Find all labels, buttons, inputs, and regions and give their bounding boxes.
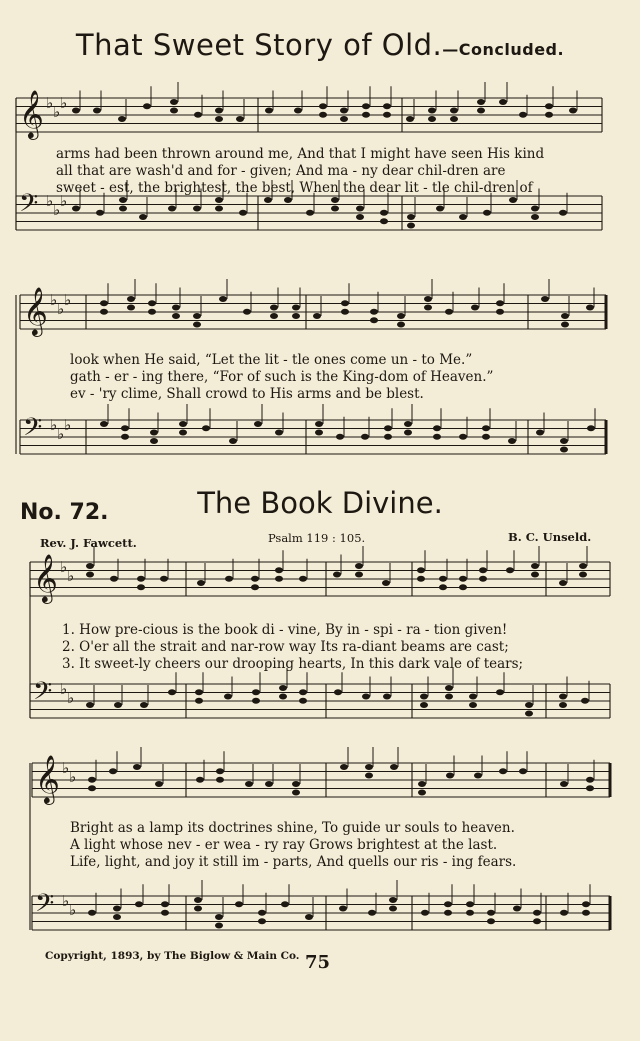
note-head xyxy=(258,918,266,924)
note-head xyxy=(258,910,266,916)
note-head xyxy=(397,313,405,319)
composer: B. C. Unseld. xyxy=(508,530,592,544)
note-head xyxy=(389,906,397,912)
note-head xyxy=(275,576,283,582)
note-head xyxy=(88,785,96,791)
note-head xyxy=(86,572,94,578)
note-head xyxy=(148,300,156,306)
note-head xyxy=(417,576,425,582)
note-head xyxy=(559,694,567,700)
note-head xyxy=(179,421,187,427)
note-head xyxy=(331,197,339,203)
note-head xyxy=(380,210,388,216)
note-head xyxy=(404,430,412,436)
note-head xyxy=(559,580,567,586)
note-head xyxy=(170,108,178,114)
note-head xyxy=(483,210,491,216)
note-head xyxy=(113,914,121,920)
note-head xyxy=(243,309,251,315)
note-head xyxy=(384,425,392,431)
note-head xyxy=(275,567,283,573)
note-head xyxy=(370,317,378,323)
note-head xyxy=(508,438,516,444)
note-head xyxy=(496,689,504,695)
note-head xyxy=(499,768,507,774)
note-head xyxy=(365,764,373,770)
lyric-line: ev - 'ry clime, Shall crowd to His arms and be blest. xyxy=(70,386,424,402)
note-head xyxy=(334,689,342,695)
note-head xyxy=(193,313,201,319)
lyric-line: Bright as a lamp its doctrines shine, To guide ur souls to heaven. xyxy=(70,820,515,836)
note-head xyxy=(506,567,514,573)
note-head xyxy=(444,910,452,916)
note-head xyxy=(380,218,388,224)
treble-clef-icon: 𝄞 xyxy=(23,286,48,335)
note-head xyxy=(197,580,205,586)
note-head xyxy=(513,906,521,912)
note-head xyxy=(319,112,327,118)
note-head xyxy=(127,296,135,302)
note-head xyxy=(536,430,544,436)
flat-icon: ♭ xyxy=(53,201,61,219)
note-head xyxy=(118,116,126,122)
flat-icon: ♭ xyxy=(60,94,68,112)
note-head xyxy=(459,584,467,590)
note-head xyxy=(292,305,300,311)
note-head xyxy=(109,768,117,774)
note-head xyxy=(170,99,178,105)
note-head xyxy=(496,309,504,315)
note-head xyxy=(471,305,479,311)
note-head xyxy=(362,112,370,118)
note-head xyxy=(281,901,289,907)
song-title: That Sweet Story of Old. xyxy=(75,28,443,62)
note-head xyxy=(418,790,426,796)
note-head xyxy=(224,694,232,700)
note-head xyxy=(150,438,158,444)
note-head xyxy=(119,197,127,203)
note-head xyxy=(406,116,414,122)
note-head xyxy=(194,906,202,912)
note-head xyxy=(445,694,453,700)
note-head xyxy=(383,103,391,109)
note-head xyxy=(390,764,398,770)
note-head xyxy=(239,210,247,216)
flat-icon: ♭ xyxy=(50,416,58,434)
note-head xyxy=(140,702,148,708)
note-head xyxy=(383,694,391,700)
note-head xyxy=(275,430,283,436)
note-head xyxy=(560,781,568,787)
note-head xyxy=(433,425,441,431)
note-head xyxy=(531,572,539,578)
note-head xyxy=(384,434,392,440)
note-head xyxy=(133,764,141,770)
note-head xyxy=(362,694,370,700)
note-head xyxy=(121,425,129,431)
note-head xyxy=(143,103,151,109)
note-head xyxy=(487,910,495,916)
note-head xyxy=(96,210,104,216)
note-head xyxy=(245,781,253,787)
note-head xyxy=(251,576,259,582)
note-head xyxy=(340,108,348,114)
note-head xyxy=(404,421,412,427)
note-head xyxy=(172,305,180,311)
lyric-line: look when He said, “Let the lit - tle ones come un - to Me.” xyxy=(70,352,473,368)
note-head xyxy=(428,108,436,114)
note-head xyxy=(582,901,590,907)
note-head xyxy=(424,296,432,302)
note-head xyxy=(579,563,587,569)
note-head xyxy=(499,99,507,105)
note-head xyxy=(466,901,474,907)
note-head xyxy=(397,322,405,328)
note-head xyxy=(137,576,145,582)
note-head xyxy=(225,576,233,582)
note-head xyxy=(236,116,244,122)
note-head xyxy=(315,421,323,427)
note-head xyxy=(341,309,349,315)
note-head xyxy=(306,210,314,216)
note-head xyxy=(229,438,237,444)
note-head xyxy=(202,425,210,431)
note-head xyxy=(477,108,485,114)
note-head xyxy=(420,702,428,708)
note-head xyxy=(299,698,307,704)
flat-icon: ♭ xyxy=(60,558,68,576)
note-head xyxy=(586,785,594,791)
note-head xyxy=(417,567,425,573)
note-head xyxy=(444,901,452,907)
note-head xyxy=(252,698,260,704)
note-head xyxy=(86,563,94,569)
note-head xyxy=(119,206,127,212)
note-head xyxy=(292,781,300,787)
note-head xyxy=(93,108,101,114)
flat-icon: ♭ xyxy=(67,689,75,707)
flat-icon: ♭ xyxy=(62,759,70,777)
note-head xyxy=(407,214,415,220)
note-head xyxy=(139,214,147,220)
note-head xyxy=(336,434,344,440)
note-head xyxy=(436,206,444,212)
note-head xyxy=(545,112,553,118)
note-head xyxy=(469,702,477,708)
note-head xyxy=(72,206,80,212)
note-head xyxy=(265,108,273,114)
treble-clef-icon: 𝄞 xyxy=(35,754,60,803)
copyright: Copyright, 1893, by The Biglow & Main Co. xyxy=(45,950,300,962)
note-head xyxy=(113,906,121,912)
treble-clef-icon: 𝄞 xyxy=(33,553,58,602)
note-head xyxy=(150,430,158,436)
note-head xyxy=(418,781,426,787)
note-head xyxy=(265,781,273,787)
hymn-number: No. 72. xyxy=(20,500,109,525)
note-head xyxy=(439,576,447,582)
note-head xyxy=(519,768,527,774)
note-head xyxy=(110,576,118,582)
note-head xyxy=(459,434,467,440)
note-head xyxy=(195,698,203,704)
note-head xyxy=(215,108,223,114)
note-head xyxy=(284,197,292,203)
note-head xyxy=(88,910,96,916)
lyric-line: all that are wash'd and for - given; And ma - ny dear chil-dren are xyxy=(56,163,506,179)
lyric-line: sweet - est, the brightest, the best, When the dear lit - tle chil-dren of xyxy=(56,180,533,196)
note-head xyxy=(487,918,495,924)
note-head xyxy=(525,702,533,708)
note-head xyxy=(533,910,541,916)
note-head xyxy=(114,702,122,708)
note-head xyxy=(370,309,378,315)
note-head xyxy=(270,305,278,311)
note-head xyxy=(479,576,487,582)
note-head xyxy=(270,313,278,319)
note-head xyxy=(361,434,369,440)
note-head xyxy=(148,309,156,315)
lyric-line: A light whose nev - er wea - ry ray Grows brightest at the last. xyxy=(70,837,498,853)
note-head xyxy=(368,910,376,916)
bass-clef-icon: 𝄢 xyxy=(19,189,39,224)
note-head xyxy=(219,296,227,302)
note-head xyxy=(362,103,370,109)
note-head xyxy=(305,914,313,920)
note-head xyxy=(333,572,341,578)
flat-icon: ♭ xyxy=(69,768,77,786)
note-head xyxy=(279,685,287,691)
note-head xyxy=(586,777,594,783)
lyric-line: 2. O'er all the strait and nar-row way Its ra-diant beams are cast; xyxy=(62,639,509,655)
note-head xyxy=(421,910,429,916)
note-head xyxy=(582,910,590,916)
flat-icon: ♭ xyxy=(50,291,58,309)
note-head xyxy=(469,694,477,700)
note-head xyxy=(466,910,474,916)
note-head xyxy=(383,112,391,118)
note-head xyxy=(424,305,432,311)
note-head xyxy=(482,425,490,431)
lyric-line: 3. It sweet-ly cheers our drooping hearts, In this dark vale of tears; xyxy=(62,656,524,672)
note-head xyxy=(586,305,594,311)
note-head xyxy=(254,421,262,427)
note-head xyxy=(541,296,549,302)
note-head xyxy=(531,563,539,569)
note-head xyxy=(477,99,485,105)
note-head xyxy=(252,689,260,695)
note-head xyxy=(482,434,490,440)
note-head xyxy=(155,781,163,787)
note-head xyxy=(172,313,180,319)
note-head xyxy=(135,901,143,907)
note-head xyxy=(168,206,176,212)
note-head xyxy=(579,572,587,578)
note-head xyxy=(420,694,428,700)
note-head xyxy=(561,313,569,319)
note-head xyxy=(450,116,458,122)
note-head xyxy=(450,108,458,114)
flat-icon: ♭ xyxy=(46,94,54,112)
note-head xyxy=(86,702,94,708)
note-head xyxy=(445,685,453,691)
note-head xyxy=(299,576,307,582)
note-head xyxy=(587,425,595,431)
note-head xyxy=(137,584,145,590)
note-head xyxy=(100,421,108,427)
note-head xyxy=(340,764,348,770)
flat-icon: ♭ xyxy=(64,291,72,309)
note-head xyxy=(531,214,539,220)
note-head xyxy=(179,430,187,436)
note-head xyxy=(428,116,436,122)
note-head xyxy=(88,777,96,783)
note-head xyxy=(365,773,373,779)
flat-icon: ♭ xyxy=(60,192,68,210)
lyric-line: 1. How pre-cious is the book di - vine, By in - spi - ra - tion given! xyxy=(62,622,508,638)
note-head xyxy=(161,910,169,916)
flat-icon: ♭ xyxy=(57,300,65,318)
note-head xyxy=(161,901,169,907)
note-head xyxy=(560,438,568,444)
note-head xyxy=(195,689,203,695)
note-head xyxy=(215,914,223,920)
note-head xyxy=(216,768,224,774)
note-head xyxy=(341,300,349,306)
note-head xyxy=(100,300,108,306)
note-head xyxy=(100,309,108,315)
note-head xyxy=(194,112,202,118)
note-head xyxy=(215,197,223,203)
flat-icon: ♭ xyxy=(57,425,65,443)
bass-clef-icon: 𝄢 xyxy=(33,677,53,712)
note-head xyxy=(509,197,517,203)
scripture-reference: Psalm 119 : 105. xyxy=(268,531,366,545)
note-head xyxy=(459,576,467,582)
note-head xyxy=(474,773,482,779)
note-head xyxy=(382,580,390,586)
note-head xyxy=(519,112,527,118)
note-head xyxy=(299,689,307,695)
lyric-line: arms had been thrown around me, And that I might have seen His kind xyxy=(56,146,545,162)
treble-clef-icon: 𝄞 xyxy=(19,89,44,138)
note-head xyxy=(215,923,223,929)
note-head xyxy=(545,103,553,109)
note-head xyxy=(215,116,223,122)
note-head xyxy=(235,901,243,907)
note-head xyxy=(160,576,168,582)
note-head xyxy=(356,206,364,212)
flat-icon: ♭ xyxy=(62,892,70,910)
flat-icon: ♭ xyxy=(60,680,68,698)
note-head xyxy=(355,572,363,578)
note-head xyxy=(560,447,568,453)
note-head xyxy=(319,103,327,109)
note-head xyxy=(445,309,453,315)
note-head xyxy=(389,897,397,903)
flat-icon: ♭ xyxy=(64,416,72,434)
note-head xyxy=(531,206,539,212)
note-head xyxy=(294,108,302,114)
note-head xyxy=(533,918,541,924)
note-head xyxy=(292,313,300,319)
lyric-line: gath - er - ing there, “For of such is the King-dom of Heaven.” xyxy=(70,369,494,385)
note-head xyxy=(479,567,487,573)
note-head xyxy=(559,210,567,216)
note-head xyxy=(215,206,223,212)
note-head xyxy=(496,300,504,306)
author: Rev. J. Fawcett. xyxy=(40,536,137,550)
bass-clef-icon: 𝄢 xyxy=(23,413,43,448)
note-head xyxy=(216,777,224,783)
note-head xyxy=(196,777,204,783)
lyric-line: Life, light, and joy it still im - parts, And quells our ris - ing fears. xyxy=(70,854,517,870)
note-head xyxy=(569,108,577,114)
note-head xyxy=(251,584,259,590)
bass-clef-icon: 𝄢 xyxy=(35,889,55,924)
note-head xyxy=(193,322,201,328)
note-head xyxy=(356,214,364,220)
note-head xyxy=(581,698,589,704)
song-subtitle: —Concluded. xyxy=(442,40,565,59)
note-head xyxy=(315,430,323,436)
note-head xyxy=(193,206,201,212)
flat-icon: ♭ xyxy=(69,901,77,919)
flat-icon: ♭ xyxy=(67,567,75,585)
note-head xyxy=(525,711,533,717)
note-head xyxy=(561,322,569,328)
note-head xyxy=(331,206,339,212)
note-head xyxy=(559,702,567,708)
note-head xyxy=(168,689,176,695)
note-head xyxy=(407,223,415,229)
note-head xyxy=(194,897,202,903)
note-head xyxy=(292,790,300,796)
hymn-title: The Book Divine. xyxy=(197,486,443,520)
note-head xyxy=(340,116,348,122)
note-head xyxy=(127,305,135,311)
flat-icon: ♭ xyxy=(46,192,54,210)
note-head xyxy=(264,197,272,203)
note-head xyxy=(72,108,80,114)
page-number: 75 xyxy=(305,952,331,973)
note-head xyxy=(446,773,454,779)
note-head xyxy=(459,214,467,220)
flat-icon: ♭ xyxy=(53,103,61,121)
note-head xyxy=(339,906,347,912)
note-head xyxy=(355,563,363,569)
note-head xyxy=(433,434,441,440)
note-head xyxy=(279,694,287,700)
note-head xyxy=(121,434,129,440)
note-head xyxy=(439,584,447,590)
note-head xyxy=(560,910,568,916)
note-head xyxy=(313,313,321,319)
